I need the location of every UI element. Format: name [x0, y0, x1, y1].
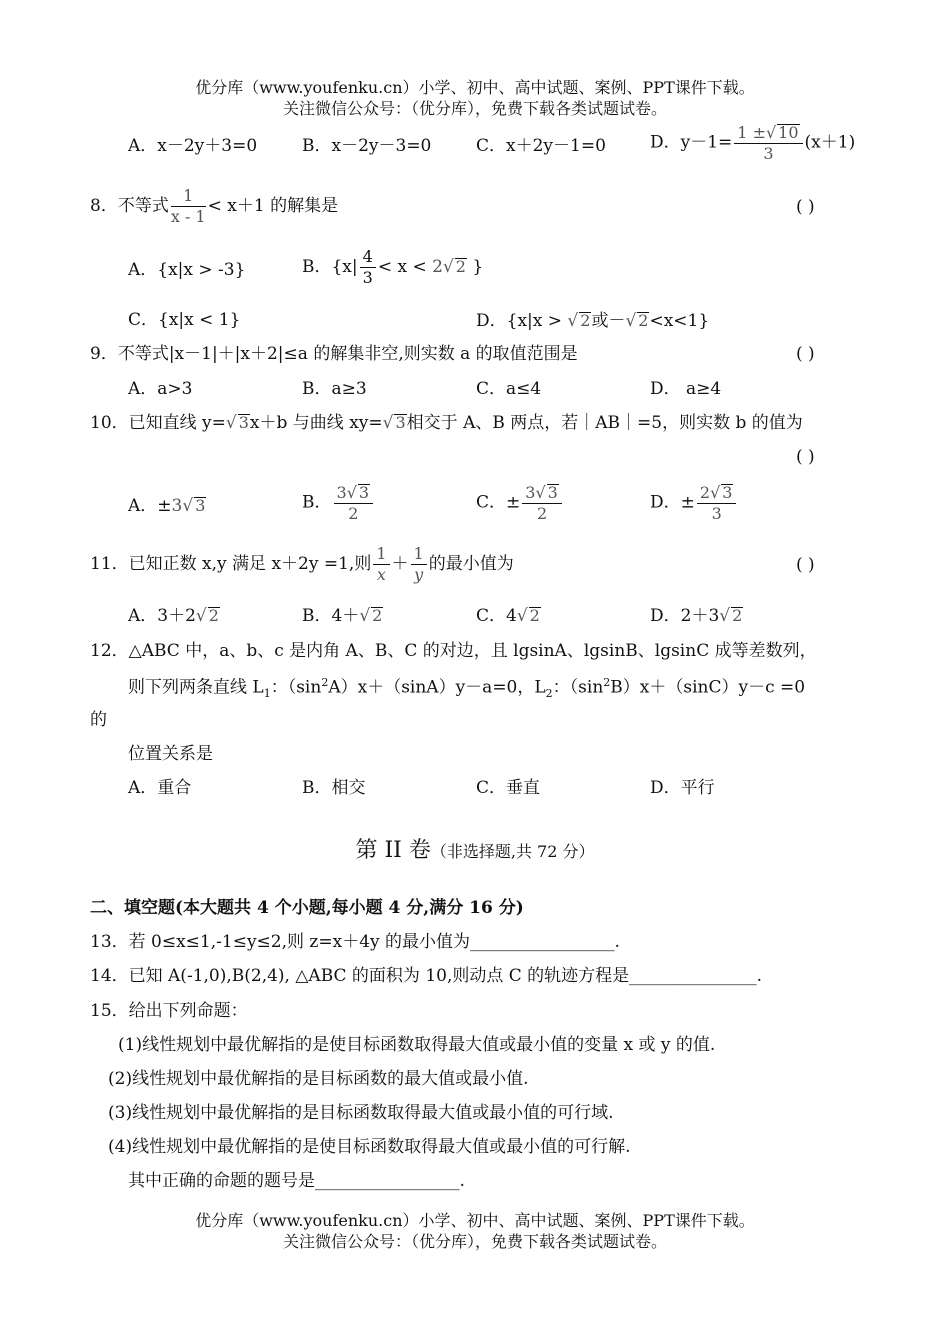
part2-title: 第 II 卷 — [355, 838, 431, 863]
q9-bracket: ( ) — [796, 344, 815, 364]
q8-option-d — [476, 312, 709, 330]
q12-option-b: B．相交 — [302, 778, 366, 798]
q8-stem — [90, 188, 338, 225]
q12-l2-sub1: 1 — [263, 687, 271, 701]
q10-radical-1: √ 3 — [225, 413, 249, 433]
q10-option-b — [302, 484, 375, 522]
q10-option-c — [476, 484, 564, 522]
q7-d-fraction: $\frac{1 \pm√ 10}{3}$ — [734, 124, 802, 162]
q10-c-num-radicand: 3 — [547, 483, 558, 502]
q11-d-prefix: D．2＋3 — [650, 606, 720, 626]
q15-proposition-1: (1)线性规划中最优解指的是使目标函数取得最大值或最小值的变量 x 或 y 的值. — [118, 1035, 716, 1055]
q11-fraction-1 — [373, 546, 389, 583]
q10-a-radicand: 3 — [195, 496, 206, 515]
section2-heading: 二、填空题(本大题共 4 个小题,每小题 4 分,满分 16 分) — [90, 898, 524, 918]
q15-proposition-4: (4)线性规划中最优解指的是使目标函数取得最大值或最小值的可行解. — [108, 1137, 631, 1157]
part2-heading — [0, 840, 950, 862]
q8-d-radical-1: √ 2 — [567, 311, 591, 331]
q10-a-coefficient: 3 — [171, 496, 183, 516]
q11-option-d — [650, 607, 743, 625]
q10-d-fraction: $\frac{2√ 3}{3}$ — [697, 484, 737, 522]
q11-option-a — [128, 607, 220, 625]
q12-line-4: 位置关系是 — [128, 744, 213, 764]
q15-proposition-3: (3)线性规划中最优解指的是目标函数取得最大值或最小值的可行域. — [108, 1103, 614, 1123]
q12-l2-c: A）x＋（sinA）y－a=0，L — [328, 677, 546, 698]
q10-bracket: ( ) — [796, 447, 815, 467]
q11-d-radical: √ 2 — [719, 606, 743, 626]
footer-line-1: 优分库（www.youfenku.cn）小学、初中、高中试题、案例、PPT课件下载。 — [195, 1211, 755, 1230]
q10-d-denominator: 3 — [711, 504, 722, 523]
q8-d-suffix: <x<1} — [649, 311, 710, 331]
q8-b-radical: 2√ 2 — [432, 257, 466, 277]
q11-f2-numerator: 1 — [411, 546, 427, 565]
q11-plus: ＋ — [391, 554, 409, 574]
q7-d-radicand: 10 — [778, 123, 799, 142]
q10-d-num-coefficient: 2 — [699, 483, 711, 502]
q12-l2-sup1: 2 — [321, 676, 329, 689]
q11-c-radical: √ 2 — [516, 606, 540, 626]
q11-stem — [90, 546, 514, 583]
q8-b-radicand: 2 — [455, 257, 466, 276]
q7-d-num-prefix: 1 ± — [737, 123, 766, 142]
footer-line-2: 关注微信公众号：（优分库），免费下载各类试题试卷。 — [282, 1232, 667, 1251]
q11-b-prefix: B．4＋ — [302, 606, 360, 626]
q15-proposition-2: (2)线性规划中最优解指的是目标函数的最大值或最小值. — [108, 1069, 529, 1089]
q8-option-a: A．{x|x > -3} — [128, 260, 246, 280]
q10-prefix: 10．已知直线 y= — [90, 413, 226, 433]
q9-option-b: B．a≥3 — [302, 379, 367, 399]
header-line-2: 关注微信公众号：（优分库），免费下载各类试题试卷。 — [282, 99, 667, 118]
q10-suffix: 相交于 A、B 两点，若｜AB｜=5，则实数 b 的值为 — [406, 413, 803, 433]
q10-option-a — [128, 497, 206, 515]
q13: 13．若 0≤x≤1,-1≤y≤2,则 z=x＋4y 的最小值为_________________. — [90, 932, 620, 952]
q8-bracket: ( ) — [796, 197, 815, 217]
q12-line-1: 12．△ABC 中，a、b、c 是内角 A、B、C 的对边，且 lgsinA、lgsinB、lgsinC 成等差数列， — [90, 641, 817, 661]
q8-b-suffix: } — [472, 257, 484, 277]
q9-option-c: C．a≤4 — [476, 379, 542, 399]
q10-a-prefix: A．± — [128, 496, 172, 516]
q11-f1-denominator: x — [376, 565, 386, 584]
q15-answer-line: 其中正确的命题的题号是_________________. — [128, 1171, 465, 1191]
q8-option-b — [302, 249, 483, 286]
q11-c-radicand: 2 — [529, 606, 540, 625]
q10-radicand-2: 3 — [395, 413, 406, 432]
q8-b-numerator: 4 — [360, 249, 376, 268]
q11-a-radicand: 2 — [208, 606, 219, 625]
q10-radical-2: √ 3 — [382, 413, 406, 433]
q12-l2-b: ：（sin — [270, 677, 322, 698]
q10-stem — [90, 414, 803, 432]
q9-option-d: D． a≥4 — [650, 379, 722, 399]
q8-fraction — [171, 188, 206, 225]
q11-b-radical: √ 2 — [359, 606, 383, 626]
q9-option-a: A．a>3 — [128, 379, 193, 399]
q8-prefix: 8．不等式 — [90, 196, 169, 216]
q8-b-middle: < x < — [377, 257, 427, 277]
q12-l2-a: 则下列两条直线 L — [128, 677, 264, 698]
q10-b-prefix: B． — [302, 492, 332, 513]
q8-d-radicand-1: 2 — [580, 311, 591, 330]
q12-line-3: 的 — [90, 710, 107, 730]
q7-option-b: B．x－2y－3=0 — [302, 136, 432, 156]
q8-d-prefix: D．{x|x > — [476, 311, 562, 331]
q11-bracket: ( ) — [796, 555, 815, 575]
q12-option-a: A．重合 — [128, 778, 192, 798]
q8-d-middle: 或－ — [591, 311, 626, 331]
q8-d-radicand-2: 2 — [638, 311, 649, 330]
q8-b-prefix: B．{x| — [302, 257, 358, 277]
part2-subtitle: （非选择题,共 72 分） — [430, 842, 595, 861]
q10-middle: x＋b 与曲线 xy= — [249, 413, 383, 433]
q8-suffix: < x＋1 的解集是 — [207, 196, 339, 216]
q8-b-denominator: 3 — [362, 268, 373, 287]
header-line-1: 优分库（www.youfenku.cn）小学、初中、高中试题、案例、PPT课件下载。 — [195, 78, 755, 97]
q11-f1-numerator: 1 — [373, 546, 389, 565]
q12-line-2 — [128, 677, 805, 699]
q10-b-num-radicand: 3 — [358, 483, 370, 502]
q7-option-d — [650, 124, 855, 162]
q7-d-suffix: (x＋1) — [804, 132, 856, 153]
q11-b-radicand: 2 — [372, 606, 383, 625]
q10-c-num-coefficient: 3 — [525, 483, 536, 502]
q10-b-denominator: 2 — [348, 504, 359, 523]
q12-l2-sub2: 2 — [545, 687, 553, 701]
q9-stem: 9．不等式|x－1|＋|x＋2|≤a 的解集非空,则实数 a 的取值范围是 — [90, 344, 578, 364]
q11-option-c — [476, 607, 541, 625]
q10-option-d — [650, 484, 738, 522]
q7-option-c: C．x＋2y－1=0 — [476, 136, 606, 156]
q8-b-coefficient: 2 — [432, 257, 443, 277]
q10-c-denominator: 2 — [536, 504, 548, 523]
q11-suffix: 的最小值为 — [428, 554, 514, 574]
q11-c-prefix: C．4 — [476, 606, 517, 626]
q7-option-a: A．x－2y＋3=0 — [128, 136, 258, 156]
q11-a-prefix: A．3＋2 — [128, 606, 196, 626]
q11-fraction-2 — [411, 546, 427, 583]
q11-option-b — [302, 607, 383, 625]
q10-radicand-1: 3 — [238, 413, 249, 432]
q8-denominator: x - 1 — [170, 207, 206, 226]
q12-option-c: C．垂直 — [476, 778, 541, 798]
q8-b-fraction — [360, 249, 376, 286]
q8-option-c: C．{x|x < 1} — [128, 310, 241, 330]
q10-b-num-coefficient: 3 — [336, 483, 347, 502]
q8-numerator: 1 — [171, 188, 206, 207]
q12-l2-e: B）x＋（sinC）y－c =0 — [610, 677, 806, 698]
q12-l2-sup2: 2 — [603, 676, 611, 689]
q10-d-num-radicand: 3 — [722, 483, 733, 502]
q11-d-radicand: 2 — [732, 606, 743, 625]
q8-d-radical-2: √ 2 — [625, 311, 649, 331]
q12-l2-d: ：（sin — [552, 677, 604, 698]
q10-c-fraction: $\frac{3√ 3}{2}$ — [522, 484, 562, 522]
q10-b-fraction: $\frac{3√ 3}{2}$ — [334, 484, 374, 522]
q12-option-d: D．平行 — [650, 778, 715, 798]
q10-d-prefix: D．± — [650, 492, 695, 513]
q11-prefix: 11．已知正数 x,y 满足 x＋2y =1,则 — [90, 554, 372, 574]
q10-c-prefix: C．± — [476, 492, 521, 513]
q11-a-radical: √ 2 — [195, 606, 219, 626]
q7-d-prefix: D．y－1= — [650, 132, 733, 153]
q10-a-radical: 3√ 3 — [171, 496, 206, 516]
q15: 15．给出下列命题： — [90, 1001, 248, 1021]
q14: 14．已知 A(-1,0),B(2,4), △ABC 的面积为 10,则动点 C 的轨迹方程是_______________. — [90, 966, 763, 986]
q11-f2-denominator: y — [414, 565, 424, 584]
q7-d-denominator: 3 — [763, 144, 774, 163]
